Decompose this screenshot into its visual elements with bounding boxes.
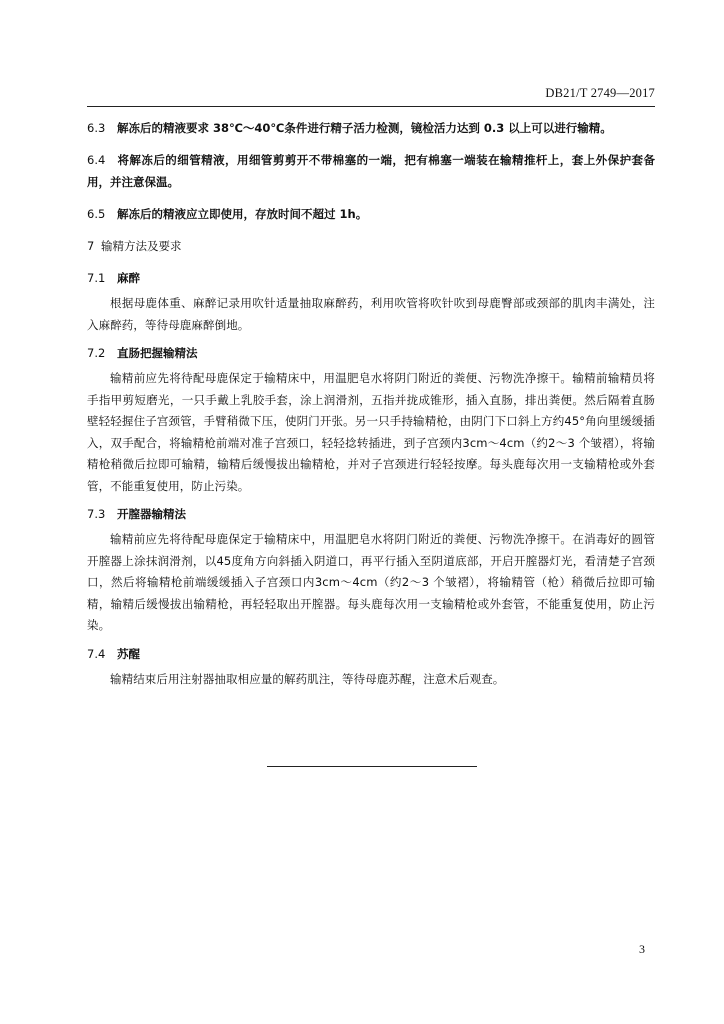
clause-6-5 [87, 203, 655, 225]
section-heading-7-3 [87, 503, 655, 525]
chapter-title: 输精方法及要求 [101, 239, 182, 253]
clause-text: 解冻后的精液要求 38℃～40℃条件进行精子活力检测，镜检活力达到 0.3 以上可以进行输精。 [117, 121, 612, 135]
clause-number: 6.5 [87, 207, 106, 221]
section-title: 开膣器输精法 [117, 507, 186, 521]
section-heading-7-1 [87, 267, 655, 289]
document-body [87, 117, 655, 696]
clause-6-3 [87, 117, 655, 139]
chapter-heading [87, 235, 655, 257]
section-number: 7.3 [87, 507, 106, 521]
section-number: 7.2 [87, 346, 106, 360]
page-number: 3 [639, 942, 645, 956]
section-title: 直肠把握输精法 [117, 346, 198, 360]
section-body-7-3: 输精前应先将待配母鹿保定于输精床中，用温肥皂水将阴门附近的粪便、污物洗净擦干。在消毒好的圆管开膣器上涂抹润滑剂，以45度角方向斜插入阴道口，再平行插入至阴道底部，开启开膣器灯光，看清楚子宫颈口，然后将输精枪前端缓缓插入子宫颈口内3cm～4cm（约2～3 个皱褶），将输精管（枪）稍微后拉即可输精，输精后缓慢拔出输精枪，再轻轻取出开膣器。每头鹿每次用一支输精枪或外套管，不能重复使用，防止污染。 [87, 532, 655, 632]
section-number: 7.1 [87, 271, 106, 285]
section-title: 麻醉 [117, 271, 140, 285]
clause-6-4 [87, 149, 655, 193]
end-of-document-rule [267, 766, 477, 767]
section-body-7-2: 输精前应先将待配母鹿保定于输精床中，用温肥皂水将阴门附近的粪便、污物洗净擦干。输精前输精员将手指甲剪短磨光，一只手戴上乳胶手套，涂上润滑剂，五指并拢成锥形，插入直肠，排出粪便。然后隔着直肠壁轻轻握住子宫颈管，手臂稍微下压，使阴门开张。另一只手持输精枪，由阴门下口斜上方约45°角向里缓缓插入，双手配合，将输精枪前端对准子宫颈口，轻轻捻转插进，到子宫颈内3cm～4cm（约2～3 个皱褶），将输精枪稍微后拉即可输精，输精后缓慢拔出输精枪，并对子宫颈进行轻轻按摩。每头鹿每次用一支输精枪或外套管，不能重复使用，防止污染。 [87, 371, 655, 493]
section-number: 7.4 [87, 646, 106, 661]
section-heading-7-2 [87, 342, 655, 364]
clause-number: 6.4 [87, 153, 106, 167]
header-rule [87, 106, 655, 107]
page-header-code: DB21/T 2749—2017 [545, 86, 655, 100]
clause-text: 解冻后的精液应立即使用，存放时间不超过 1h。 [117, 207, 368, 221]
section-body-7-4: 输精结束后用注射器抽取相应量的解药肌注，等待母鹿苏醒，注意术后观查。 [110, 671, 505, 686]
section-body-7-1: 根据母鹿体重、麻醉记录用吹针适量抽取麻醉药，利用吹管将吹针吹到母鹿臀部或颈部的肌肉丰满处，注入麻醉药，等待母鹿麻醉倒地。 [87, 296, 655, 332]
chapter-number: 7 [87, 239, 95, 253]
clause-number: 6.3 [87, 121, 106, 135]
section-title: 苏醒 [117, 646, 140, 661]
section-heading-7-4 [87, 643, 655, 665]
clause-text: 将解冻后的细管精液，用细管剪剪开不带棉塞的一端，把有棉塞一端装在输精推杆上，套上外保护套备用，并注意保温。 [87, 153, 655, 189]
